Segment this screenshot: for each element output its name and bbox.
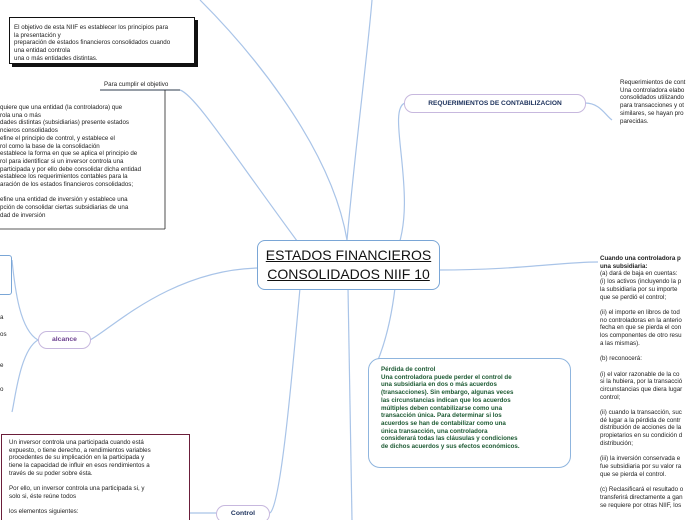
branch-requerimientos[interactable] bbox=[404, 94, 586, 113]
link-alcance-fork bbox=[12, 260, 38, 340]
objetivo-text bbox=[14, 24, 170, 63]
cuando-line: (a) dará de baja en cuentas: bbox=[600, 270, 678, 278]
cuando-line: (i) los activos (incluyendo la p bbox=[600, 278, 682, 286]
requiere-line: ncieros consolidados bbox=[0, 127, 58, 135]
requiere-line bbox=[0, 189, 141, 197]
cuando-text-block[interactable] bbox=[600, 255, 683, 509]
requerimientos-text-block[interactable] bbox=[620, 79, 685, 125]
perdida-line: las circunstancias indican que los acuerdos bbox=[381, 396, 511, 404]
perdida-line: considerará todas las cláusulas y condiciones bbox=[381, 435, 518, 443]
cuando-line: propietarios en su condición d bbox=[600, 432, 683, 440]
link-top-right bbox=[347, 0, 372, 240]
requiere-line: aración de los estados financieros consolidados; bbox=[0, 181, 134, 189]
cuando-line bbox=[600, 301, 683, 309]
perdida-line: única transacción, una controladora bbox=[381, 427, 488, 435]
control-line: través de su poder sobre ésta. bbox=[9, 469, 93, 477]
perdida-line: Una controladora puede perder el control de bbox=[381, 373, 512, 381]
cuando-line: se requiere por otras NIIF, los bbox=[600, 501, 682, 509]
perdida-text bbox=[381, 366, 520, 451]
alcance-left-box[interactable] bbox=[0, 255, 12, 295]
link-objetivo bbox=[180, 90, 300, 245]
control-line: solo si, éste reúne todos bbox=[9, 492, 77, 500]
requerimientos-line: Requerimientos de cont bbox=[620, 79, 686, 86]
link-alcance bbox=[90, 268, 258, 340]
branch-requerimientos-label: REQUERIMIENTOS DE CONTABILIZACION bbox=[428, 100, 562, 107]
central-topic[interactable] bbox=[257, 240, 440, 290]
central-title-line2: CONSOLIDADOS NIIF 10 bbox=[267, 266, 430, 282]
cuando-line: que se perdió el control; bbox=[600, 293, 667, 301]
cuando-title-line: Cuando una controladora p bbox=[600, 255, 681, 262]
objetivo-line: la presentación y bbox=[14, 31, 61, 39]
control-line: Un inversor controla una participada cuando está bbox=[9, 439, 144, 446]
branch-alcance[interactable] bbox=[38, 331, 91, 349]
cuando-line: distribución; bbox=[600, 439, 634, 447]
requiere-line: rol como la base de la consolidación bbox=[0, 142, 100, 150]
cuando-line: si la hubiera, por la transacció bbox=[600, 378, 683, 386]
control-line: tiene la capacidad de influir en esos rendimientos a bbox=[9, 462, 150, 470]
link-top bbox=[200, 0, 347, 240]
control-line bbox=[9, 501, 151, 509]
requiere-line: establece la forma en que se aplica el principio de bbox=[0, 150, 138, 158]
link-requerimientos-text bbox=[585, 103, 612, 120]
control-line: Por ello, un inversor controla una participada si, y bbox=[9, 485, 145, 493]
link-bottom bbox=[348, 288, 352, 520]
branch-control-label: Control bbox=[230, 510, 256, 517]
para-cumplir-label[interactable]: Para cumplir el objetivo bbox=[104, 81, 169, 88]
cuando-line: control; bbox=[600, 393, 621, 401]
perdida-line: transacción única. Para determinar si los bbox=[381, 412, 502, 420]
cuando-line bbox=[600, 363, 683, 371]
central-title-line1: ESTADOS FINANCIEROS bbox=[265, 247, 432, 263]
requerimientos-line: similares, se hayan pro bbox=[620, 109, 684, 117]
perdida-line: Pérdida de control bbox=[381, 366, 436, 373]
cuando-line: circunstancias que diera lugar bbox=[600, 385, 683, 393]
cuando-line: (ii) el importe en libros de tod bbox=[600, 308, 680, 316]
cuando-line: distribución de acciones de la bbox=[600, 424, 682, 432]
requiere-line: participada y por ello debe consolidar dicha entidad bbox=[0, 165, 142, 173]
cuando-line bbox=[600, 401, 683, 409]
cuando-line bbox=[600, 448, 683, 456]
control-line: procedentes de su implicación en la participada y bbox=[9, 454, 145, 462]
perdida-line: de dichos acuerdos y sus efectos económicos. bbox=[381, 443, 520, 451]
cuando-line: a las mismas). bbox=[600, 339, 640, 347]
control-line: los elementos siguientes: bbox=[9, 508, 79, 516]
requerimientos-line: para transacciones y ot bbox=[620, 102, 684, 110]
cuando-line bbox=[600, 347, 683, 355]
cuando-line: los componentes de otro resu bbox=[600, 332, 682, 340]
link-perdida bbox=[378, 288, 395, 360]
requiere-line: dades distintas (subsidiarias) presente estados bbox=[0, 119, 129, 127]
cuando-line: (iii) la inversión conservada e bbox=[600, 455, 681, 463]
requiere-line: rola una o más bbox=[0, 111, 41, 119]
alcance-fragment: o bbox=[0, 386, 4, 393]
requiere-line: efine el principio de control, y establece el bbox=[0, 134, 115, 142]
cuando-line: transferirá directamente a gan bbox=[600, 493, 683, 501]
control-text bbox=[9, 439, 151, 516]
cuando-line: fue subsidiaria por su valor ra bbox=[600, 462, 682, 470]
perdida-line: (transacciones). Sin embargo, algunas veces bbox=[381, 389, 514, 397]
perdida-line: múltiples deben contabilizarse como una bbox=[381, 404, 503, 412]
requiere-text-block[interactable] bbox=[0, 104, 141, 220]
perdida-line: una subsidiaria en dos o más acuerdos bbox=[381, 381, 497, 389]
cuando-line: (b) reconocerá: bbox=[600, 355, 642, 363]
alcance-fragment: e bbox=[0, 362, 4, 369]
requerimientos-line: Una controladora elabo bbox=[620, 86, 685, 94]
perdida-line: acuerdos se han de contabilizar como una bbox=[381, 419, 506, 427]
cuando-line: (c) Reclasificará el resultado o bbox=[600, 486, 684, 494]
objetivo-line: una entidad controla bbox=[14, 47, 71, 55]
branch-control[interactable] bbox=[216, 505, 270, 520]
link-control bbox=[270, 288, 300, 513]
requiere-line: pción de consolidar ciertas subsidiarias de una bbox=[0, 204, 129, 212]
link-alcance-fork2 bbox=[12, 340, 38, 412]
objetivo-box[interactable] bbox=[9, 17, 195, 64]
objetivo-line: una o más entidades distintas. bbox=[14, 54, 98, 62]
requerimientos-line: parecidas. bbox=[620, 117, 649, 125]
cuando-line: que se pierda el control. bbox=[600, 470, 667, 478]
cuando-line: (ii) cuando la transacción, suc bbox=[600, 409, 682, 417]
alcance-fragment: os bbox=[0, 331, 7, 338]
alcance-fragment: a bbox=[0, 314, 4, 321]
branch-alcance-label: alcance bbox=[52, 336, 77, 343]
control-line bbox=[9, 478, 151, 486]
control-line: expuesto, o tiene derecho, a rendimientos variables bbox=[9, 446, 151, 454]
link-cuando bbox=[438, 262, 598, 270]
cuando-line: la subsidiaria por su importe bbox=[600, 285, 678, 293]
perdida-control-node[interactable] bbox=[368, 358, 571, 468]
cuando-line: no controladoras en la anterio bbox=[600, 316, 682, 324]
cuando-line bbox=[600, 478, 683, 486]
objetivo-line: El objetivo de esta NIIF es establecer los principios para bbox=[14, 24, 169, 31]
cuando-title-line: una subsidiaria: bbox=[600, 262, 648, 270]
requiere-line: efine una entidad de inversión y establece una bbox=[0, 196, 128, 204]
objetivo-line: preparación de estados financieros consolidados cuando bbox=[14, 39, 171, 47]
requerimientos-line: consolidados utilizando bbox=[620, 94, 684, 102]
requiere-line: dad de inversión bbox=[0, 211, 46, 219]
requiere-line: quiere que una entidad (la controladora) que bbox=[0, 104, 123, 111]
cuando-line: fecha en que se pierda el con bbox=[600, 324, 682, 332]
cuando-line: (i) el valor razonable de la co bbox=[600, 370, 680, 378]
control-definition-box[interactable] bbox=[1, 434, 190, 520]
link-requerimientos bbox=[395, 103, 405, 255]
cuando-line: dé lugar a la pérdida de contr bbox=[600, 416, 681, 424]
requiere-line: rol para identificar si un inversor controla una bbox=[0, 157, 124, 165]
requiere-line: establece los requerimientos contables para la bbox=[0, 173, 128, 181]
